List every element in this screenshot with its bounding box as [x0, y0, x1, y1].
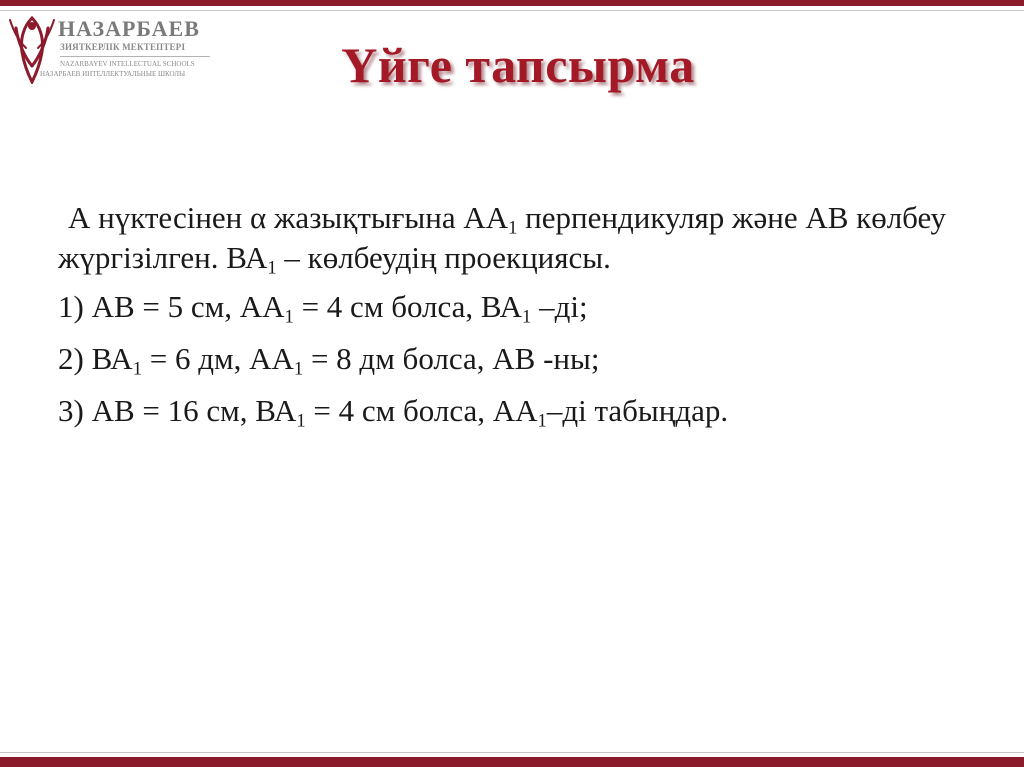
- subscript: 1: [293, 358, 304, 380]
- task-text: = 4 см болса, АА: [305, 393, 538, 429]
- subscript: 1: [296, 410, 306, 432]
- bottom-divider: [0, 752, 1024, 753]
- top-divider: [0, 10, 1024, 11]
- slide-title: Үйге тапсырма: [341, 37, 695, 93]
- task-text: = 8 дм болса, АВ -ны;: [303, 340, 600, 376]
- statement-part-3: – көлбеудің проекциясы.: [276, 240, 611, 276]
- task-text: 2) ВА: [58, 340, 133, 376]
- statement-part-2: перпендикуляр және АВ көлбеу жүргізілген. ВА: [58, 200, 947, 276]
- logo-subtitle: ЗИЯТКЕРЛІК МЕКТЕПТЕРІ: [60, 42, 186, 52]
- logo-english-name: NAZARBAYEV INTELLECTUAL SCHOOLS: [60, 60, 195, 68]
- task-text: = 4 см болса, ВА: [293, 288, 523, 324]
- task-item-1: [58, 287, 958, 327]
- statement-part-1: А нүктесінен α жазықтығына АА: [68, 200, 509, 235]
- task-item-3: [58, 391, 958, 431]
- subscript: 1: [132, 358, 142, 380]
- subscript: 1: [522, 306, 532, 328]
- slide-body: [58, 198, 958, 443]
- task-text: –ді;: [531, 288, 588, 324]
- logo-name: НАЗАРБАЕВ: [58, 16, 200, 41]
- task-item-2: [58, 339, 958, 379]
- subscript: 1: [267, 257, 277, 279]
- top-border-band: [0, 0, 1024, 6]
- bottom-border-band: [0, 757, 1024, 767]
- task-text: = 6 дм, АА: [141, 340, 294, 376]
- subscript: 1: [537, 410, 547, 432]
- problem-statement: [58, 198, 958, 279]
- task-text: 1) АВ = 5 см, АА: [58, 288, 285, 324]
- subscript: 1: [284, 306, 294, 328]
- subscript: 1: [508, 217, 518, 239]
- task-text: –ді табыңдар.: [546, 393, 729, 429]
- logo-russian-name: НАЗАРБАЕВ ИНТЕЛЛЕКТУАЛЬНЫЕ ШКОЛЫ: [40, 70, 186, 78]
- task-text: 3) АВ = 16 см, ВА: [58, 393, 297, 429]
